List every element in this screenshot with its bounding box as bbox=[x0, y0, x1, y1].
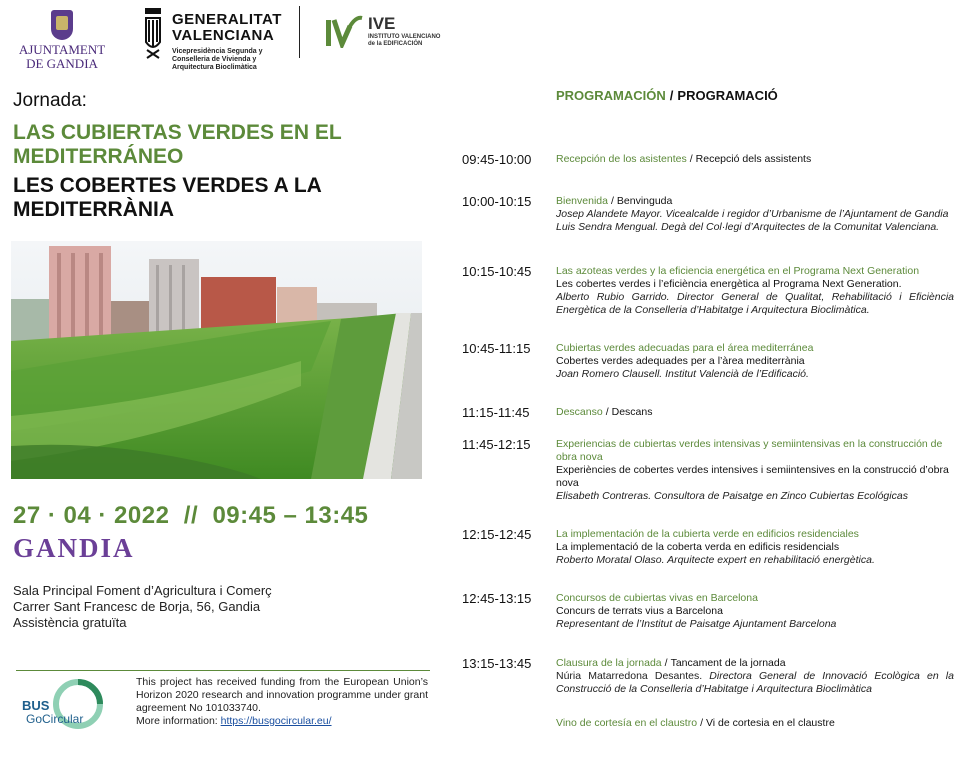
session-title-es: Concursos de cubiertas vivas en Barcelona bbox=[556, 592, 758, 604]
session-time: 10:45-11:15 bbox=[462, 341, 531, 356]
session-time: 12:45-13:15 bbox=[462, 591, 532, 606]
logo-divider bbox=[299, 6, 300, 58]
bus-logo-line2: GoCircular bbox=[26, 712, 84, 726]
project-website-link[interactable]: https://busgocircular.eu/ bbox=[220, 715, 332, 727]
session-title-es: Recepción de los asistentes bbox=[556, 153, 687, 165]
session-title-va: Benvinguda bbox=[616, 195, 673, 207]
ajuntament-logo-line1: AJUNTAMENT bbox=[18, 42, 106, 57]
programme-heading-sep: / bbox=[669, 88, 674, 103]
session-title-va: Vi de cortesia en el claustre bbox=[705, 717, 835, 729]
bus-gocircular-logo bbox=[20, 678, 120, 730]
session-time: 10:15-10:45 bbox=[462, 264, 532, 279]
session-title-va: Les cobertes verdes i l’eficiència energètica al Programa Next Generation. bbox=[556, 278, 902, 290]
generalitat-name-line2: VALENCIANA bbox=[172, 27, 275, 44]
session-title-es: La implementación de la cubierta verde en edificios residenciales bbox=[556, 528, 859, 540]
session-title-es: Cubiertas verdes adecuadas para el área mediterránea bbox=[556, 342, 814, 354]
session-speaker: Josep Alandete Mayor. Vicealcalde i regidor d’Urbanisme de l’Ajuntament de Gandia bbox=[556, 208, 949, 220]
event-label: Jornada: bbox=[13, 90, 87, 111]
session-time: 11:15-11:45 bbox=[462, 405, 530, 420]
session-title-es: Las azoteas verdes y la eficiencia energética en el Programa Next Generation bbox=[556, 265, 920, 277]
generalitat-name-line1: GENERALITAT bbox=[172, 11, 282, 28]
generalitat-department: Vicepresidència Segunda y Conselleria de Vivienda y Arquitectura Bioclimàtica bbox=[172, 48, 263, 71]
event-city: GANDIA bbox=[13, 533, 135, 563]
session-title-va: Descans bbox=[611, 406, 653, 418]
coat-of-arms-icon bbox=[51, 10, 73, 40]
funding-divider bbox=[16, 670, 430, 671]
ive-logo bbox=[324, 12, 454, 52]
session-time: 10:00-10:15 bbox=[462, 194, 532, 209]
ive-sub-line2: de la EDIFICACIÓN bbox=[368, 41, 423, 47]
session-speaker: Elisabeth Contreras. Consultora de Paisatge en Zinco Cubiertas Ecológicas bbox=[556, 490, 908, 502]
session-speaker: Roberto Moratal Olaso. Arquitecte expert en rehabilitació energètica. bbox=[556, 554, 875, 566]
funding-text: This project has received funding from the European Union’s Horizon 2020 research and innovation programme under grant agreement No 101033740. bbox=[136, 676, 428, 714]
ive-name: IVE bbox=[368, 14, 396, 33]
ajuntament-gandia-logo bbox=[14, 10, 110, 71]
session-title-es: Clausura de la jornada bbox=[556, 657, 662, 669]
session-title-va: La implementació de la coberta verda en edificis residencials bbox=[556, 541, 840, 553]
funding-notice bbox=[136, 676, 428, 728]
session-speaker-role: Directora General de Innovació Ecològica en la Construcció de la Conselleria d’Habitatge i Arquitectura Bioclimàtica bbox=[556, 670, 954, 695]
green-roof-photo bbox=[11, 241, 422, 479]
admission-note: Assistència gratuïta bbox=[13, 615, 127, 630]
session-title-es: Vino de cortesía en el claustro bbox=[556, 717, 698, 729]
programme-heading-es: PROGRAMACIÓN bbox=[556, 88, 666, 103]
programme-heading-va: PROGRAMACIÓ bbox=[677, 88, 778, 103]
session-speaker-name: Núria Matarredona Desantes. bbox=[556, 670, 703, 682]
event-title-va: LES COBERTES VERDES A LA MEDITERRÀNIA bbox=[13, 174, 322, 221]
session-speaker: Alberto Rubio Garrido. Director General de Qualitat, Rehabilitació i Eficiència Energètica de la Conselleria d’Habitatge i Arquitectura Bioclimàtica. bbox=[556, 291, 954, 316]
session-time: 12:15-12:45 bbox=[462, 527, 532, 542]
session-title-es: Bienvenida bbox=[556, 195, 608, 207]
generalitat-emblem-icon bbox=[142, 6, 164, 60]
venue-block bbox=[13, 583, 272, 631]
session-title-va: Recepció dels assistents bbox=[695, 153, 812, 165]
ajuntament-logo-line2: DE GANDIA bbox=[26, 56, 98, 71]
session-time: 09:45-10:00 bbox=[462, 152, 532, 167]
session-title-va: Tancament de la jornada bbox=[670, 657, 786, 669]
session-title-va: Cobertes verdes adequades per a l’àrea mediterrània bbox=[556, 355, 805, 367]
session-speaker: Representant de l’Institut de Paisatge Ajuntament Barcelona bbox=[556, 618, 837, 630]
venue-address: Carrer Sant Francesc de Borja, 56, Gandia bbox=[13, 599, 261, 614]
event-date-time: 27 · 04 · 2022 // 09:45 – 13:45 bbox=[13, 502, 369, 529]
ive-sub-line1: INSTITUTO VALENCIANO bbox=[368, 34, 441, 40]
session-title-es: Experiencias de cubiertas verdes intensivas y semiintensivas en la construcción de obra nova bbox=[556, 438, 943, 463]
ive-mark-icon bbox=[324, 14, 364, 48]
venue-name: Sala Principal Foment d’Agricultura i Comerç bbox=[13, 583, 272, 598]
session-title-va: Concurs de terrats vius a Barcelona bbox=[556, 605, 723, 617]
session-time: 11:45-12:15 bbox=[462, 437, 531, 452]
event-title-es: LAS CUBIERTAS VERDES EN EL MEDITERRÁNEO bbox=[13, 121, 342, 168]
more-info-label: More information: bbox=[136, 715, 221, 727]
session-title-es: Descanso bbox=[556, 406, 603, 418]
session-speaker: Joan Romero Clausell. Institut Valencià de l’Edificació. bbox=[556, 368, 809, 380]
session-speaker: Luis Sendra Mengual. Degà del Col·legi d’Arquitectes de la Comunitat Valenciana. bbox=[556, 221, 940, 233]
programme-heading bbox=[556, 88, 778, 103]
bus-logo-line1: BUS bbox=[22, 698, 50, 713]
session-title-va: Experiències de cobertes verdes intensives i semiintensives en la construcció d’obra nova bbox=[556, 464, 949, 489]
session-time: 13:15-13:45 bbox=[462, 656, 532, 671]
